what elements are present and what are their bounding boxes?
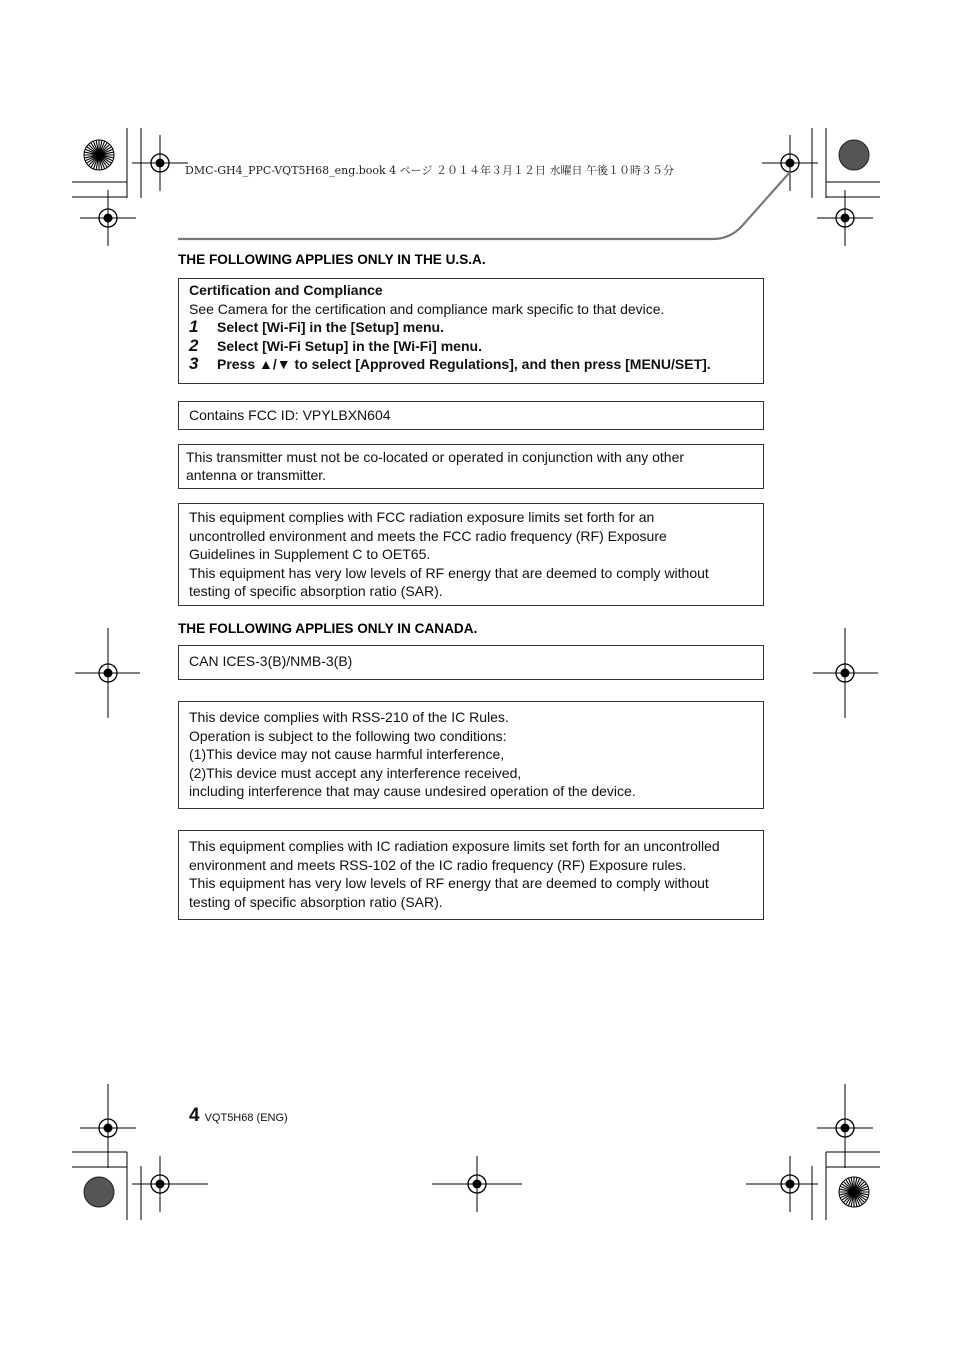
ices-text: CAN ICES-3(B)/NMB-3(B)	[189, 653, 353, 669]
rss210-line: (1)This device may not cause harmful interference,	[189, 746, 505, 763]
ic-radiation-line: testing of specific absorption ratio (SAR).	[189, 893, 443, 910]
rss210-line: including interference that may cause undesired operation of the device.	[189, 783, 636, 800]
step-number: 3	[189, 354, 199, 374]
fcc-radiation-box	[178, 503, 764, 606]
step-text: Select [Wi-Fi] in the [Setup] menu.	[217, 319, 444, 336]
step-3	[189, 355, 753, 374]
fcc-radiation-line: testing of specific absorption ratio (SAR).	[189, 583, 443, 600]
transmitter-box	[178, 444, 764, 489]
rss210-line: Operation is subject to the following two conditions:	[189, 727, 507, 744]
step-number: 2	[189, 335, 199, 355]
fcc-id-box	[178, 401, 764, 430]
certification-title: Certification and Compliance	[189, 282, 383, 298]
transmitter-line: antenna or transmitter.	[186, 466, 327, 483]
step-text: Press ▲/▼ to select [Approved Regulations], and then press [MENU/SET].	[217, 356, 711, 373]
fcc-radiation-line: uncontrolled environment and meets the FCC radio frequency (RF) Exposure	[189, 527, 667, 544]
usa-heading: THE FOLLOWING APPLIES ONLY IN THE U.S.A.	[178, 252, 486, 267]
certification-box	[178, 278, 764, 384]
ic-radiation-line: This equipment has very low levels of RF energy that are deemed to comply without	[189, 875, 709, 892]
step-text: Select [Wi-Fi Setup] in the [Wi-Fi] menu.	[217, 337, 482, 354]
fcc-radiation-line: This equipment has very low levels of RF energy that are deemed to comply without	[189, 564, 709, 581]
canada-heading: THE FOLLOWING APPLIES ONLY IN CANADA.	[178, 621, 478, 636]
fcc-radiation-line: This equipment complies with FCC radiation exposure limits set forth for an	[189, 509, 655, 525]
ic-radiation-box	[178, 830, 764, 920]
fcc-id-text: Contains FCC ID: VPYLBXN604	[189, 407, 391, 423]
page-footer	[189, 1105, 288, 1127]
document-code: VQT5H68 (ENG)	[204, 1112, 288, 1124]
certification-intro: See Camera for the certification and compliance mark specific to that device.	[189, 300, 665, 317]
ic-radiation-line: This equipment complies with IC radiation exposure limits set forth for an uncontrolled	[189, 838, 720, 854]
step-number: 1	[189, 317, 199, 337]
step-1	[189, 318, 753, 337]
rss210-box	[178, 701, 764, 809]
rss210-line: (2)This device must accept any interference received,	[189, 764, 522, 781]
ices-box	[178, 645, 764, 680]
book-header: DMC-GH4_PPC-VQT5H68_eng.book 4 ページ ２０１４年３月１２日 水曜日 午後１０時３５分	[185, 164, 674, 177]
rss210-line: This device complies with RSS-210 of the IC Rules.	[189, 709, 509, 725]
fcc-radiation-line: Guidelines in Supplement C to OET65.	[189, 546, 431, 563]
transmitter-line: This transmitter must not be co-located or operated in conjunction with any other	[186, 449, 685, 465]
step-2	[189, 337, 753, 356]
page-number: 4	[189, 1105, 200, 1126]
ic-radiation-line: environment and meets RSS-102 of the IC radio frequency (RF) Exposure rules.	[189, 856, 687, 873]
